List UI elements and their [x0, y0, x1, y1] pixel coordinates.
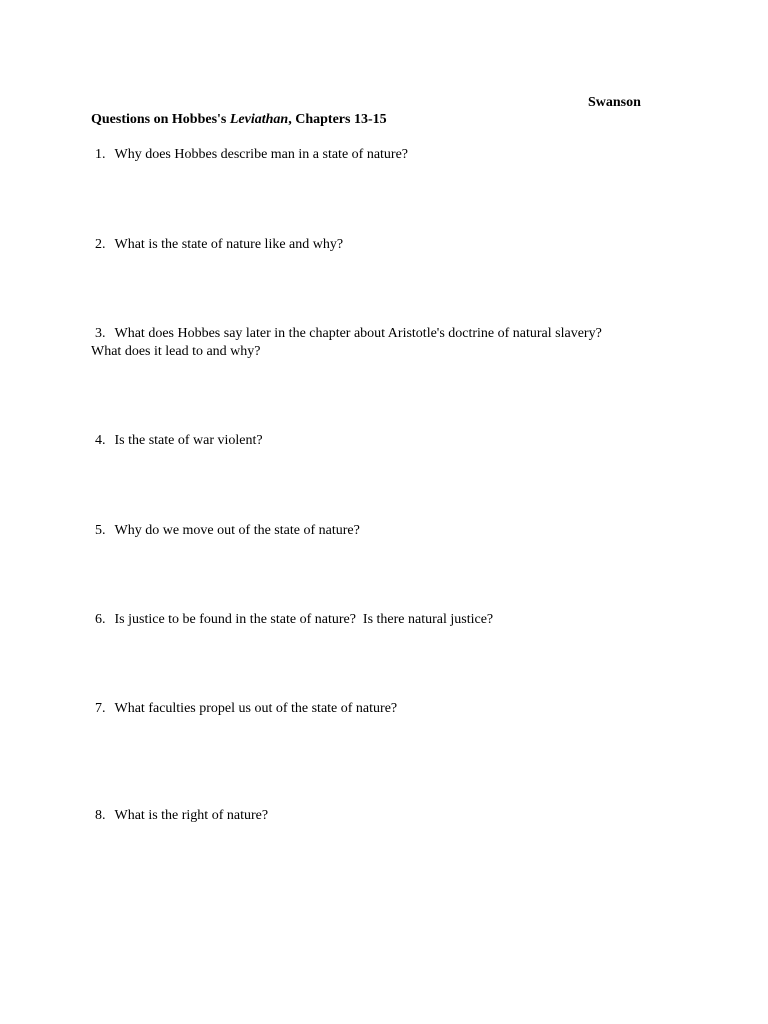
document-title — [91, 111, 387, 129]
question-text: What faculties propel us out of the state of nature? — [114, 701, 398, 716]
question-2 — [91, 236, 671, 254]
question-number: 4. — [95, 433, 106, 448]
question-text: What does Hobbes say later in the chapter about Aristotle's doctrine of natural slavery? — [114, 326, 602, 341]
question-text-continuation: What does it lead to and why? — [91, 344, 261, 359]
question-text: Why does Hobbes describe man in a state of nature? — [114, 147, 409, 162]
question-7 — [91, 700, 671, 718]
question-number: 1. — [95, 147, 106, 162]
question-6 — [91, 611, 671, 629]
question-number: 3. — [95, 326, 106, 341]
title-book-name: Leviathan — [229, 112, 289, 127]
author-name: Swanson — [588, 95, 641, 110]
question-3 — [91, 325, 671, 361]
question-number: 2. — [95, 237, 106, 252]
question-text: Why do we move out of the state of nature? — [114, 523, 360, 538]
question-text: Is the state of war violent? — [114, 433, 263, 448]
question-5 — [91, 522, 671, 540]
question-8 — [91, 807, 671, 825]
question-number: 7. — [95, 701, 106, 716]
question-text: Is justice to be found in the state of nature? Is there natural justice? — [114, 612, 494, 627]
question-text: What is the state of nature like and why? — [114, 237, 344, 252]
question-number: 8. — [95, 808, 106, 823]
question-1 — [91, 146, 671, 164]
question-text: What is the right of nature? — [114, 808, 269, 823]
title-prefix: Questions on Hobbes's — [91, 112, 230, 127]
question-number: 6. — [95, 612, 106, 627]
title-suffix: , Chapters 13-15 — [288, 112, 387, 127]
question-4 — [91, 432, 671, 450]
question-number: 5. — [95, 523, 106, 538]
